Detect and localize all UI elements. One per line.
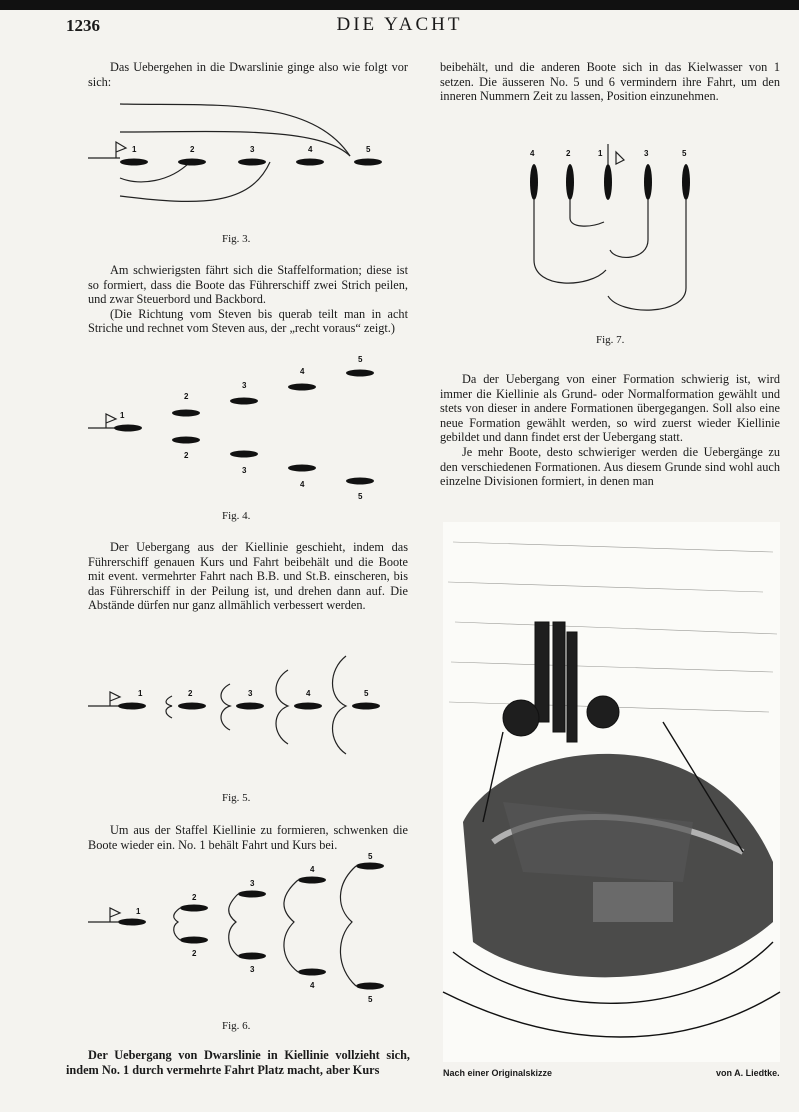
fig7-diagram xyxy=(520,140,710,320)
fig4-boat xyxy=(230,398,258,405)
fig6-track xyxy=(284,880,298,972)
fig6-diagram xyxy=(80,852,410,1012)
fig6-boat xyxy=(180,905,208,912)
fig7-boat xyxy=(530,164,538,200)
fig6-track xyxy=(174,908,180,940)
fig7-track xyxy=(608,200,686,310)
fig4-label: 3 xyxy=(242,381,247,390)
fig5-boat xyxy=(118,703,146,710)
illustration-credit-right: von A. Liedtke. xyxy=(716,1068,780,1078)
fig6-label: 3 xyxy=(250,879,255,888)
fig4-label: 2 xyxy=(184,451,189,460)
fig5-label: 3 xyxy=(248,689,253,698)
fig4-label: 3 xyxy=(242,466,247,475)
fig3-boat xyxy=(296,159,324,166)
fig4-boat xyxy=(346,370,374,377)
fig6-boat xyxy=(118,919,146,926)
figure-6 xyxy=(80,852,410,1012)
fig6-label: 5 xyxy=(368,852,373,861)
ship-sketch-illustration xyxy=(443,522,780,1062)
fig4-boat xyxy=(230,451,258,458)
fig5-label: 1 xyxy=(138,689,143,698)
figure-4 xyxy=(80,352,410,504)
fig5-track xyxy=(166,696,172,718)
fig7-label: 5 xyxy=(682,149,687,158)
paragraph-dwarslinie xyxy=(66,1048,410,1077)
fig3-diagram xyxy=(80,96,410,228)
fig3-track xyxy=(120,104,350,156)
fig5-diagram xyxy=(80,648,410,756)
fig5-label: 4 xyxy=(306,689,311,698)
fig3-boat xyxy=(120,159,148,166)
fig4-boat xyxy=(346,478,374,485)
text-p5: Um aus der Staffel Kiellinie zu formieren, schwenken die Boote wieder ein. No. 1 behält Fahrt und Kurs bei. xyxy=(88,823,408,852)
fig4-label: 5 xyxy=(358,355,363,364)
figure-3 xyxy=(80,96,410,228)
figure-7 xyxy=(520,140,710,320)
text-r1: beibehält, und die anderen Boote sich in das Kielwasser von 1 setzen. Die äusseren No. 5 und 6 vermindern ihre Fahrt, um den inneren Nummern Zeit zu lassen, Position einzunehmen. xyxy=(440,60,780,104)
fig6-boat xyxy=(238,953,266,960)
fig5-flag-icon xyxy=(110,692,120,706)
paragraph-staffel xyxy=(88,263,408,336)
illustration-credit-left: Nach einer Originalskizze xyxy=(443,1068,553,1078)
top-rule xyxy=(0,0,799,10)
fig3-track xyxy=(120,132,350,156)
fig5-caption: Fig. 5. xyxy=(222,792,251,804)
fig4-label: 4 xyxy=(300,480,305,489)
text-p2: Am schwierigsten fährt sich die Staffelformation; diese ist so formiert, dass die Boote das Führerschiff zwei Strich peilen, und zwar Steuerbord und Backbord. xyxy=(88,263,408,307)
fig5-boat xyxy=(352,703,380,710)
fig5-track xyxy=(276,670,288,744)
fig3-label: 4 xyxy=(308,145,313,154)
fig4-caption: Fig. 4. xyxy=(222,510,251,522)
fig3-label: 3 xyxy=(250,145,255,154)
page-number: 1236 xyxy=(66,16,100,35)
fig6-boat xyxy=(356,983,384,990)
fig7-label: 2 xyxy=(566,149,571,158)
fig7-boat xyxy=(566,164,574,200)
fig6-boat xyxy=(298,877,326,884)
fig3-label: 5 xyxy=(366,145,371,154)
fig6-label: 2 xyxy=(192,949,197,958)
fig7-boat xyxy=(604,164,612,200)
fig3-label: 1 xyxy=(132,145,137,154)
fig3-boat xyxy=(178,159,206,166)
fig3-boat xyxy=(354,159,382,166)
fig4-boat xyxy=(172,437,200,444)
fig7-flag-icon xyxy=(616,152,624,164)
fig5-label: 5 xyxy=(364,689,369,698)
fig7-caption: Fig. 7. xyxy=(596,334,625,346)
ship-sketch-drawing xyxy=(443,522,780,1062)
text-r2: Da der Uebergang von einer Formation schwierig ist, wird immer die Kiellinie als Grund- oder Normalformation gewählt und stets von dieser in andere Formationen übergegangen. Soll also eine neue Formation gewählt werden, so wird zuerst wieder Kiellinie gebildet und dann findet erst der Uebergang statt. xyxy=(440,372,780,445)
text-p3: (Die Richtung vom Steven bis querab teilt man in acht Striche und rechnet vom Steven aus, der „recht voraus“ zeigt.) xyxy=(88,306,408,336)
text-p6: Der Uebergang von Dwarslinie in Kiellinie vollzieht sich, indem No. 1 durch vermehrte Fahrt Platz macht, aber Kurs xyxy=(66,1048,410,1077)
paragraph-kiellinie xyxy=(88,540,408,613)
fig5-track xyxy=(333,656,347,754)
fig6-boat xyxy=(356,863,384,870)
fig5-boat xyxy=(236,703,264,710)
fig6-caption: Fig. 6. xyxy=(222,1020,251,1032)
paragraph-intro xyxy=(88,60,408,89)
fig6-track xyxy=(340,866,356,986)
text-r3: Je mehr Boote, desto schwieriger werden die Uebergänge zu den verschiedenen Formationen. Aus diesem Grunde sind wohl auch einzelne Divisionen formiert, in denen man xyxy=(440,444,780,489)
fig6-label: 4 xyxy=(310,981,315,990)
fig6-label: 2 xyxy=(192,893,197,902)
fig4-label: 5 xyxy=(358,492,363,501)
fig4-label: 2 xyxy=(184,392,189,401)
fig6-boat xyxy=(298,969,326,976)
fig4-boat xyxy=(172,410,200,417)
fig5-boat xyxy=(294,703,322,710)
fig7-boat xyxy=(644,164,652,200)
fig4-label: 4 xyxy=(300,367,305,376)
fig4-label: 1 xyxy=(120,411,125,420)
paragraph-schwenken xyxy=(88,823,408,852)
fig5-label: 2 xyxy=(188,689,193,698)
fig6-label: 4 xyxy=(310,865,315,874)
paragraph-continuation xyxy=(440,60,780,104)
fig3-flag-icon xyxy=(116,142,126,158)
text-p1: Das Uebergehen in die Dwarslinie ginge also wie folgt vor sich: xyxy=(88,60,408,89)
fig6-label: 1 xyxy=(136,907,141,916)
figure-5 xyxy=(80,648,410,756)
fig4-diagram xyxy=(80,352,410,504)
fig6-label: 5 xyxy=(368,995,373,1004)
fig7-boat xyxy=(682,164,690,200)
running-head: DIE YACHT xyxy=(336,14,463,35)
text-p4: Der Uebergang aus der Kiellinie geschieht, indem das Führerschiff genauen Kurs und Fahrt beibehält und die Boote mit event. vermehrter Fahrt nach B.B. und St.B. einscheren, bis das Führerschiff in der Peilung ist, und drehen dann auf. Die Abstände dürfen nur ganz allmählich verbessert werden. xyxy=(88,540,408,613)
fig3-label: 2 xyxy=(190,145,195,154)
fig6-track xyxy=(229,894,238,956)
fig6-label: 3 xyxy=(250,965,255,974)
fig7-label: 3 xyxy=(644,149,649,158)
fig7-track xyxy=(610,200,648,257)
fig7-track xyxy=(570,200,604,226)
fig3-caption: Fig. 3. xyxy=(222,233,251,245)
fig6-flag-icon xyxy=(110,908,120,922)
fig7-label: 4 xyxy=(530,149,535,158)
fig6-boat xyxy=(180,937,208,944)
fig7-label: 1 xyxy=(598,149,603,158)
fig4-boat xyxy=(288,465,316,472)
fig4-flag-icon xyxy=(106,414,116,428)
fig4-boat xyxy=(288,384,316,391)
fig6-boat xyxy=(238,891,266,898)
fig4-boat xyxy=(114,425,142,432)
paragraph-grundformation xyxy=(440,372,780,489)
fig5-track xyxy=(221,684,230,730)
fig5-boat xyxy=(178,703,206,710)
fig3-boat xyxy=(238,159,266,166)
